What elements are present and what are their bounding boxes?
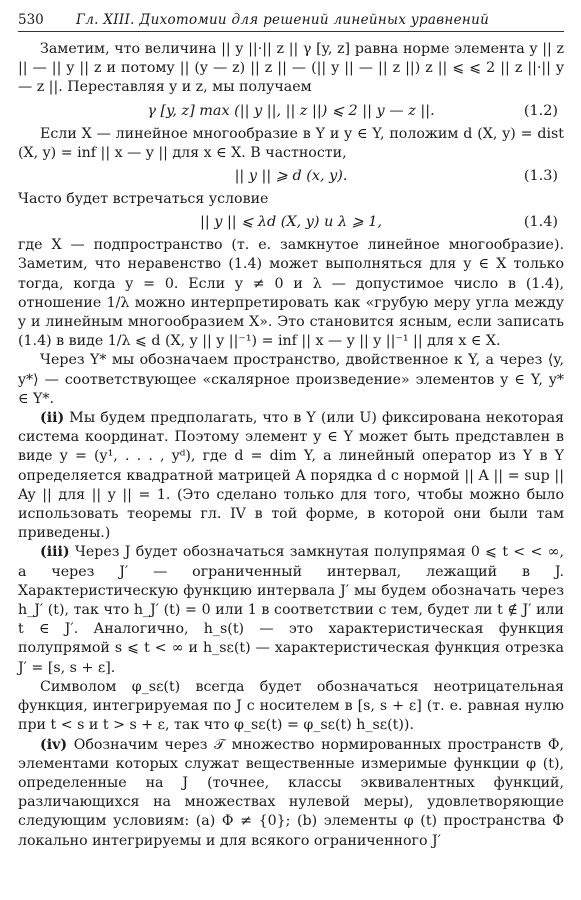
item-text: Мы будем предполагать, что в Y (или U) фиксирована некоторая система координат. Поэтому элемент y ∈ Y может быть представлен в виде y = (y¹, . . . , yᵈ), где d = dim Y, а линейный оператор из Y в Y определяется квадратной матрицей A порядка d с нормой || A || = sup || Ay || для || y || = 1. (Это сделано только для того, чтобы можно было использовать теоремы гл. IV в той форме, в которой они были там приведены.) [18, 410, 564, 542]
equation-1-3 [18, 163, 564, 190]
paragraph-phi-function: Символом φ_sε(t) всегда будет обозначаться неотрицательная функция, интегрируемая по J с носителем в [s, s + ε] (т. е. равная нулю при t < s и t > s + ε, так что φ_sε(t) = φ_sε(t) h_sε(t)). [18, 678, 564, 734]
equation-1-2 [18, 98, 564, 125]
paragraph-item-iv [18, 736, 564, 851]
running-title: Гл. XIII. Дихотомии для решений линейных уравнений [76, 12, 490, 28]
page-header [18, 10, 564, 30]
paragraph-norm-remark: Заметим, что величина || y ||·|| z || γ [y, z] равна норме элемента y || z || — || y || z и потому || (y — z) || z || — (|| y || — || z ||) z || ⩽ ⩽ 2 || z ||·|| y — z ||. Переставляя y и z, мы получаем [18, 41, 564, 96]
paragraph-item-ii [18, 409, 564, 543]
equation-number: (1.2) [523, 102, 558, 119]
equation-number: (1.4) [523, 214, 558, 231]
paragraph-item-iii [18, 543, 564, 677]
equation-formula: || y || ⩽ λd (X, y) и λ ⩾ 1, [199, 214, 382, 231]
header-rule [18, 31, 564, 32]
item-text: Через J будет обозначаться замкнутая полупрямая 0 ⩽ t < < ∞, а через J′ — ограниченный интервал, лежащий в J. Характеристическую функцию интервала J′ мы будем обозначать через h_J′ (t), так что h_J′ (t) = 0 или 1 в соответствии с тем, будет ли t ∉ J′ или t ∈ J′. Аналогично, h_s(t) — это характеристическая функция полупрямой s ⩽ t < ∞ и h_sε(t) — характеристическая функция отрезка J′ = [s, s + ε]. [18, 544, 564, 676]
paragraph-dual-space: Через Y* мы обозначаем пространство, двойственное к Y, а через ⟨y, y*⟩ — соответствующее «скалярное произведение» элементов y ∈ Y, y* ∈ Y*. [18, 352, 564, 407]
item-text: Обозначим через 𝒯 множество нормированных пространств Φ, элементами которых служат вещественные измеримые функции φ (t), определенные на J (точнее, классы эквивалентных функций, различающихся на множествах нулевой меры), удовлетворяющие следующим условиям: (a) Φ ≠ {0}; (b) элементы φ (t) пространства Φ локально интегрируемы и для всякого ограниченного J′ [18, 736, 564, 849]
equation-formula: || y || ⩾ d (x, y). [234, 168, 348, 185]
item-label: (ii) [40, 410, 65, 427]
item-label: (iv) [40, 736, 68, 753]
equation-1-4 [18, 209, 564, 236]
equation-formula: γ [y, z] max (|| y ||, || z ||) ⩽ 2 || y — z ||. [147, 102, 435, 119]
item-label: (iii) [40, 544, 70, 561]
page-body [18, 40, 564, 851]
paragraph-subspace: где X — подпространство (т. е. замкнутое линейное многообразие). Заметим, что неравенство (1.4) может выполняться для y ∈ X только тогда, когда y = 0. Если y ≠ 0 и λ — допустимое число в (1.4), отношение 1/λ можно интерпретировать как «грубую меру угла между y и линейным многообразием X». Это становится ясным, если записать (1.4) в виде 1/λ ⩽ d (X, y || y ||⁻¹) = inf || x — y || y ||⁻¹ || для x ∈ X. [18, 237, 564, 350]
paragraph-condition: Часто будет встречаться условие [18, 191, 269, 208]
equation-number: (1.3) [523, 168, 558, 185]
page-number: 530 [18, 12, 44, 28]
paragraph-linear-manifold: Если X — линейное многообразие в Y и y ∈ Y, положим d (X, y) = dist (X, y) = inf || x — y || для x ∈ X. В частности, [18, 125, 564, 161]
